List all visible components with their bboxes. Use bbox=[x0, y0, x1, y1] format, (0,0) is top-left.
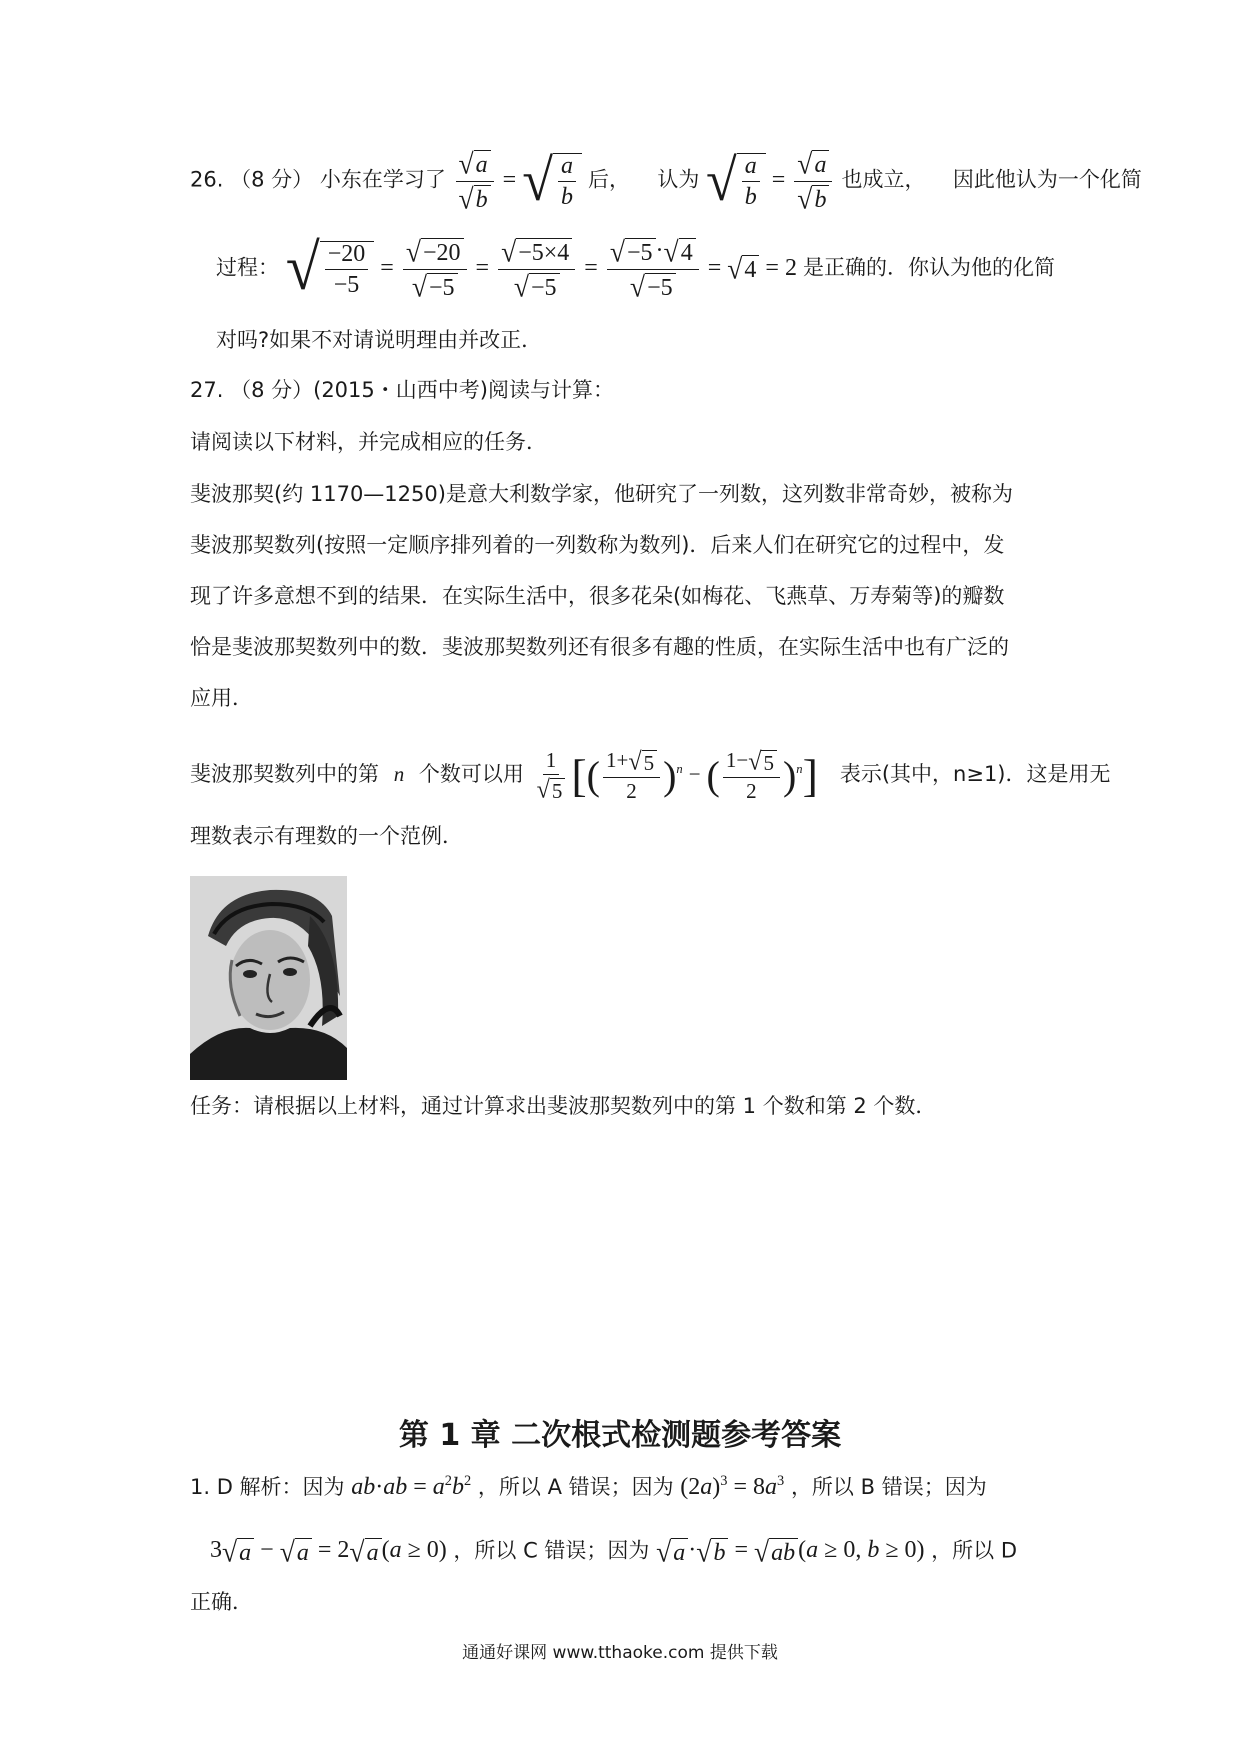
answer-1-line-3: 正确． bbox=[190, 1590, 253, 1614]
formula-ab-ab: $ab\cdot ab = a^2b^2$ bbox=[351, 1473, 472, 1500]
q27-header-text: （8 分）(2015・山西中考)阅读与计算： bbox=[230, 378, 614, 402]
q27-paragraph-2-line-5: 应用． bbox=[190, 686, 253, 710]
q27-formula-pre: 斐波那契数列中的第 bbox=[190, 761, 379, 786]
formula-sqrt-a-over-sqrt-b: √ a √ b = √ $\frac{a}{b}$ bbox=[453, 167, 588, 193]
answer-1-line-1 bbox=[190, 1474, 987, 1499]
q27-task: 任务：请根据以上材料，通过计算求出斐波那契数列中的第 1 个数和第 2 个数． bbox=[190, 1094, 937, 1118]
q27-formula-line bbox=[190, 747, 1111, 804]
q27-paragraph-2-line-2: 斐波那契数列(按照一定顺序排列着的一列数称为数列)．后来人们在研究它的过程中，发 bbox=[190, 533, 1005, 557]
q27-paragraph-2-line-3: 现了许多意想不到的结果．在实际生活中，很多花朵(如梅花、飞燕草、万寿菊等)的瓣数 bbox=[190, 584, 1005, 608]
answer-1-l2-post: ，所以 D bbox=[931, 1538, 1018, 1563]
answers-title: 第 1 章 二次根式检测题参考答案 bbox=[398, 1418, 842, 1453]
q26-text-4: 也成立， bbox=[841, 167, 926, 192]
q27-formula-line-2: 理数表示有理数的一个范例． bbox=[190, 824, 463, 848]
answer-1-mid-2: ，所以 B 错误；因为 bbox=[790, 1475, 987, 1499]
q27-variable-n: n bbox=[393, 761, 405, 786]
q26-line-2 bbox=[216, 232, 1055, 304]
footer-text: 通通好课网 www.tthaoke.com 提供下载 bbox=[462, 1643, 778, 1663]
q27-paragraph-2-line-1: 斐波那契(约 1170—1250)是意大利数学家，他研究了一列数，这列数非常奇妙，被称为 bbox=[190, 482, 1013, 506]
q26-text-6: 是正确的．你认为他的化简 bbox=[802, 255, 1055, 280]
q26-text-1: 小东在学习了 bbox=[319, 167, 446, 192]
formula-simplification-process: √ $\frac{-20}{-5}$ = √ −20 √ −5 = √ −5×4 √ −5 = √ −5 · √ 4 √ −5 = √ 4 = 2 bbox=[285, 232, 803, 304]
fibonacci-portrait-image bbox=[190, 876, 347, 1080]
q26-line-1 bbox=[190, 147, 1142, 215]
answer-1-mid-1: ，所以 A 错误；因为 bbox=[477, 1475, 674, 1499]
formula-binet: 1 √ 5 [( 1+ √ 5 2 )$^n$ − ( 1− √ 5 2 )$^n$] bbox=[536, 747, 818, 804]
q27-header bbox=[190, 380, 614, 401]
q27-formula-post: 表示(其中，n≥1)．这是用无 bbox=[839, 761, 1111, 786]
q27-number: 27. bbox=[190, 378, 224, 402]
answer-1-l2-mid: ，所以 C 错误；因为 bbox=[453, 1538, 650, 1563]
q27-paragraph-1: 请阅读以下材料，并完成相应的任务． bbox=[190, 430, 547, 454]
q27-formula-mid: 个数可以用 bbox=[418, 761, 524, 786]
q26-line-3: 对吗?如果不对请说明理由并改正． bbox=[216, 328, 543, 352]
formula-2a-cubed: $(2a)^3 = 8a^3$ bbox=[680, 1473, 785, 1500]
q26-text-5: 因此他认为一个化简 bbox=[952, 167, 1142, 192]
formula-3sqrt-a: 3 √ a − √ a = 2 √ a (a ≥ 0) bbox=[210, 1535, 447, 1568]
q26-text-2: 后， bbox=[587, 167, 630, 192]
q26-process-label: 过程： bbox=[216, 255, 279, 280]
formula-sqrt-product: √ a · √ b = √ ab (a ≥ 0, b ≥ 0) bbox=[656, 1535, 925, 1568]
q26-score: （8 分） bbox=[230, 167, 314, 192]
answer-1-line-2 bbox=[210, 1535, 1018, 1568]
q26-text-3: 认为 bbox=[657, 167, 700, 192]
formula-sqrt-a-over-b-reverse: √ $\frac{a}{b}$ = √ a √ b bbox=[706, 167, 841, 193]
q26-number: 26. bbox=[190, 167, 224, 192]
q27-paragraph-2-line-4: 恰是斐波那契数列中的数．斐波那契数列还有很多有趣的性质，在实际生活中也有广泛的 bbox=[190, 635, 1009, 659]
answer-1-pre: 1. D 解析：因为 bbox=[190, 1475, 345, 1499]
